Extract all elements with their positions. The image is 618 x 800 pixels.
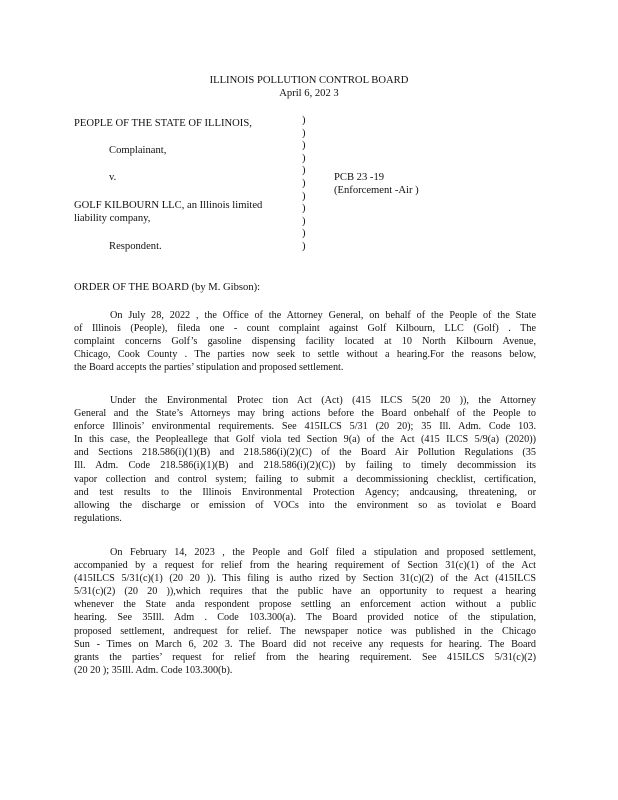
caption-party-golf-line1: GOLF KILBOURN LLC, an Illinois limited [74, 200, 263, 211]
case-type: (Enforcement -Air ) [334, 185, 419, 196]
agency-title: ILLINOIS POLLUTION CONTROL BOARD [209, 75, 409, 86]
paragraph-2: Under the Environmental Protec tion Act (Act) (415 ILCS 5(20 20 )), the Attorney General and the State’s Attorneys may bring actions before the Board onbehalf of the People to enforce Illinois’ environmental requirements. See 415ILCS 5/31 (20 20); 35 Ill. Adm. Code 103. In this case, the Peopleallege that Golf viola ted Section 9(a) of the Act (415 ILCS 5/9(a) (2020)) and Sections 218.586(i)(1)(B) and 218.586(i)(2)(C) of the Board Air Pollution Regulations (35 Ill. Adm. Code 218.586(i)(1)(B) and 218.586(i)(2)(C)) by failing to timely decommission its vapor collection and control system; failing to submit a decommissioning checklist, certification, and test results to the Illinois Environmental Protection Agency; andcausing, threatening, or allowing the discharge or emission of VOCs into the environment so as toviolat e Board regulations. [74, 395, 536, 524]
paragraph-1: On July 28, 2022 , the Office of the Attorney General, on behalf of the People of the State of Illinois (People), fileda one - count complaint against Golf Kilbourn, LLC (Golf) . The complaint concerns Golf’s gasoline dispensing facility located at 10 North Kilbourn Avenue, Chicago, Cook County . The parties now seek to settle without a hearing.For the reasons below, the Board accepts the parties’ stipulation and proposed settlement. [74, 310, 536, 374]
caption-party-golf-line2: liability company, [74, 213, 151, 224]
paragraph-3: On February 14, 2023 , the People and Golf filed a stipulation and proposed settlement, accompanied by a request for relief from the hearing requirement of Section 31(c)(1) of the Act (415ILCS 5/31(c)(1) (20 20 )). This filing is autho rized by Section 31(c)(2) of the Act (415ILCS 5/31(c)(2) (20 20 )),which requires that the public have an opportunity to request a hearing whenever the State anda respondent propose settling an enforcement action without a public hearing. See 35Ill. Adm . Code 103.300(a). The Board provided notice of the stipulation, proposed settlement, andrequest for relief. The newspaper notice was published in the Chicago Sun - Times on March 6, 202 3. The Board did not receive any requests for hearing. The Board grants the parties’ request for relief from the hearing requirement. See 415ILCS 5/31(c)(2) (20 20 ); 35Ill. Adm. Code 103.300(b). [74, 547, 536, 676]
order-date: April 6, 202 3 [279, 88, 339, 99]
caption-paren-column: ) ) ) ) ) ) ) ) ) ) ) [302, 115, 306, 252]
order-heading: ORDER OF THE BOARD (by M. Gibson): [74, 282, 261, 293]
caption-party-people: PEOPLE OF THE STATE OF ILLINOIS, [74, 118, 252, 129]
caption-respondent: Respondent. [109, 241, 162, 252]
caption-versus: v. [109, 172, 117, 183]
caption-complainant: Complainant, [109, 145, 167, 156]
case-number: PCB 23 -19 [334, 172, 385, 183]
